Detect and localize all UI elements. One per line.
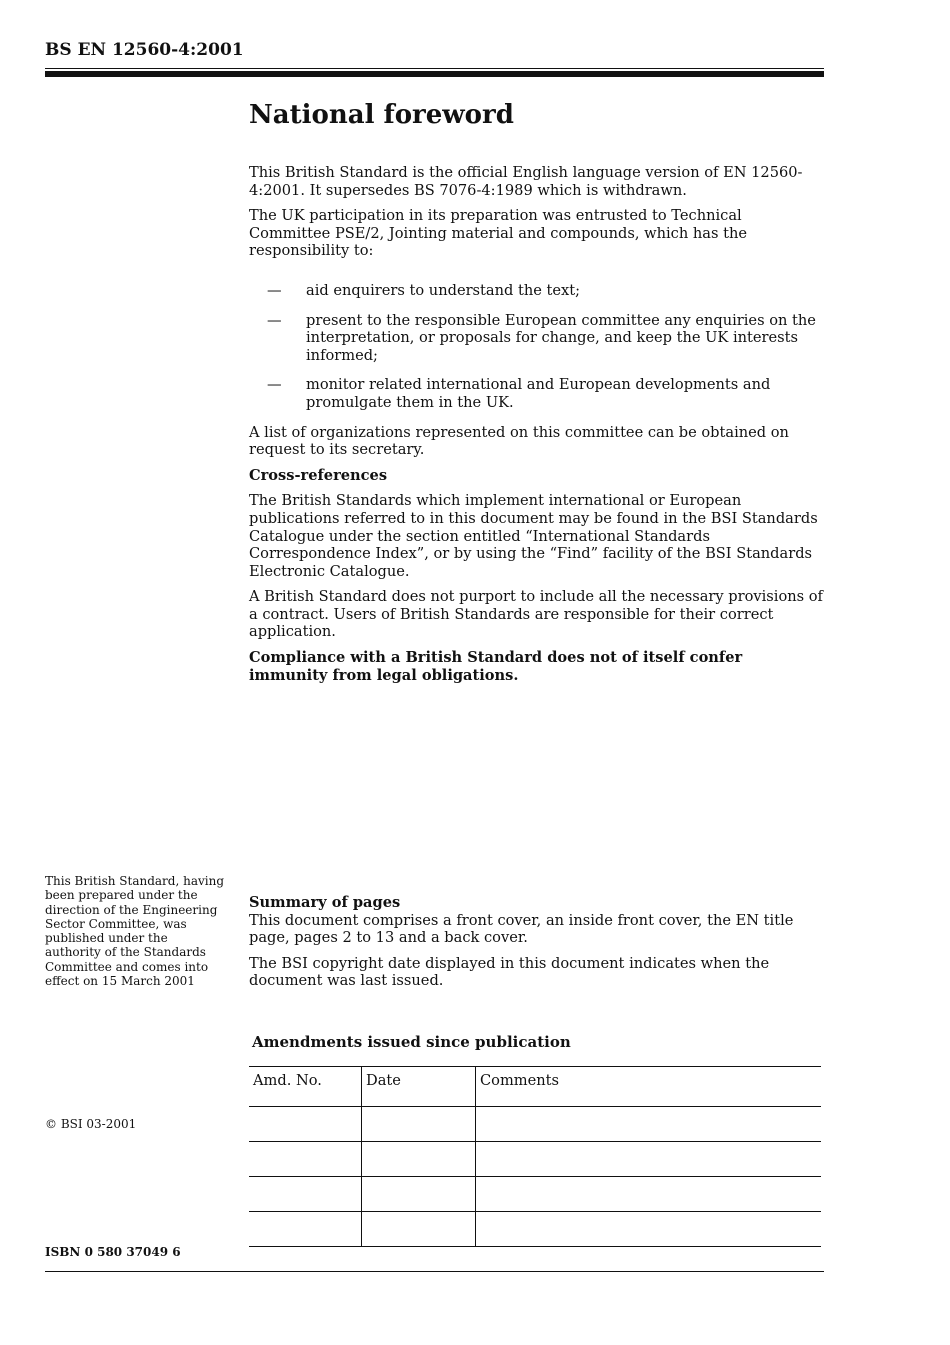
committee-note: A list of organizations represented on this committee can be obtained on request to its secretary. bbox=[249, 423, 789, 459]
column-header-date: Date bbox=[362, 1067, 476, 1107]
table-cell bbox=[476, 1142, 822, 1177]
column-header-comments: Comments bbox=[476, 1067, 822, 1107]
standard-code: BS EN 12560-4:2001 bbox=[45, 40, 244, 60]
list-item-text: monitor related international and European developments and promulgate them in the UK. bbox=[306, 376, 771, 411]
table-cell bbox=[476, 1177, 822, 1212]
table-cell bbox=[249, 1212, 362, 1247]
copyright-notice: © BSI 03-2001 bbox=[45, 1117, 137, 1131]
header-rule-thin bbox=[45, 68, 824, 69]
amendments-table bbox=[249, 1066, 821, 1247]
table-row bbox=[249, 1212, 821, 1247]
list-item bbox=[249, 312, 824, 365]
table-cell bbox=[476, 1212, 822, 1247]
responsibility-list bbox=[249, 282, 824, 412]
table-row bbox=[249, 1177, 821, 1212]
foreword-body bbox=[249, 164, 824, 692]
table-cell bbox=[249, 1107, 362, 1142]
table-row bbox=[249, 1142, 821, 1177]
dash-mark: — bbox=[267, 281, 282, 299]
copyright-date-note: The BSI copyright date displayed in this document indicates when the document was last issued. bbox=[249, 954, 770, 990]
list-item-text: present to the responsible European committee any enquiries on the interpretation, or proposals for change, and keep the UK interests informed; bbox=[306, 311, 816, 364]
list-item-text: aid enquirers to understand the text; bbox=[306, 281, 581, 299]
page-title: National foreword bbox=[249, 100, 514, 130]
list-item bbox=[249, 376, 824, 411]
preparation-note: This British Standard, having been prepared under the direction of the Engineering Sector Committee, was published under the authority of the Standards Committee and comes into effect on 15 March 2001 bbox=[45, 874, 225, 989]
table-cell bbox=[362, 1212, 476, 1247]
intro-paragraph-2: The UK participation in its preparation was entrusted to Technical Committee PSE/2, Jointing material and compounds, which has the responsibility to: bbox=[249, 207, 748, 260]
header-rule-thick bbox=[45, 71, 824, 77]
table-header-row bbox=[249, 1067, 821, 1107]
table-cell bbox=[249, 1177, 362, 1212]
amendments-title: Amendments issued since publication bbox=[252, 1033, 571, 1051]
crossref-text: The British Standards which implement international or European publications referred to in this document may be found in the BSI Standards Catalogue under the section entitled “International Standards Correspondence Index”, or by using the “Find” facility of the BSI Standards Electronic Catalogue. bbox=[249, 492, 818, 580]
table-cell bbox=[362, 1177, 476, 1212]
dash-mark: — bbox=[267, 376, 282, 394]
isbn: ISBN 0 580 37049 6 bbox=[45, 1245, 181, 1259]
crossref-heading: Cross-references bbox=[249, 466, 388, 484]
summary-text: This document comprises a front cover, an inside front cover, the EN title page, pages 2 to 13 and a back cover. bbox=[249, 911, 794, 947]
table-cell bbox=[476, 1107, 822, 1142]
intro-paragraph-1: This British Standard is the official English language version of EN 12560-4:2001. It supersedes BS 7076-4:1989 which is withdrawn. bbox=[249, 164, 803, 199]
table-cell bbox=[249, 1142, 362, 1177]
table-cell bbox=[362, 1107, 476, 1142]
footer-rule bbox=[45, 1271, 824, 1272]
summary-heading: Summary of pages bbox=[249, 894, 401, 911]
table-row bbox=[249, 1107, 821, 1142]
dash-mark: — bbox=[267, 311, 282, 329]
compliance-note: Compliance with a British Standard does not of itself confer immunity from legal obligations. bbox=[249, 649, 743, 684]
table-cell bbox=[362, 1142, 476, 1177]
summary-of-pages bbox=[249, 894, 824, 998]
contract-note: A British Standard does not purport to include all the necessary provisions of a contract. Users of British Standards are responsible for their correct application. bbox=[249, 588, 823, 641]
list-item bbox=[249, 282, 824, 300]
column-header-amd-no: Amd. No. bbox=[249, 1067, 362, 1107]
